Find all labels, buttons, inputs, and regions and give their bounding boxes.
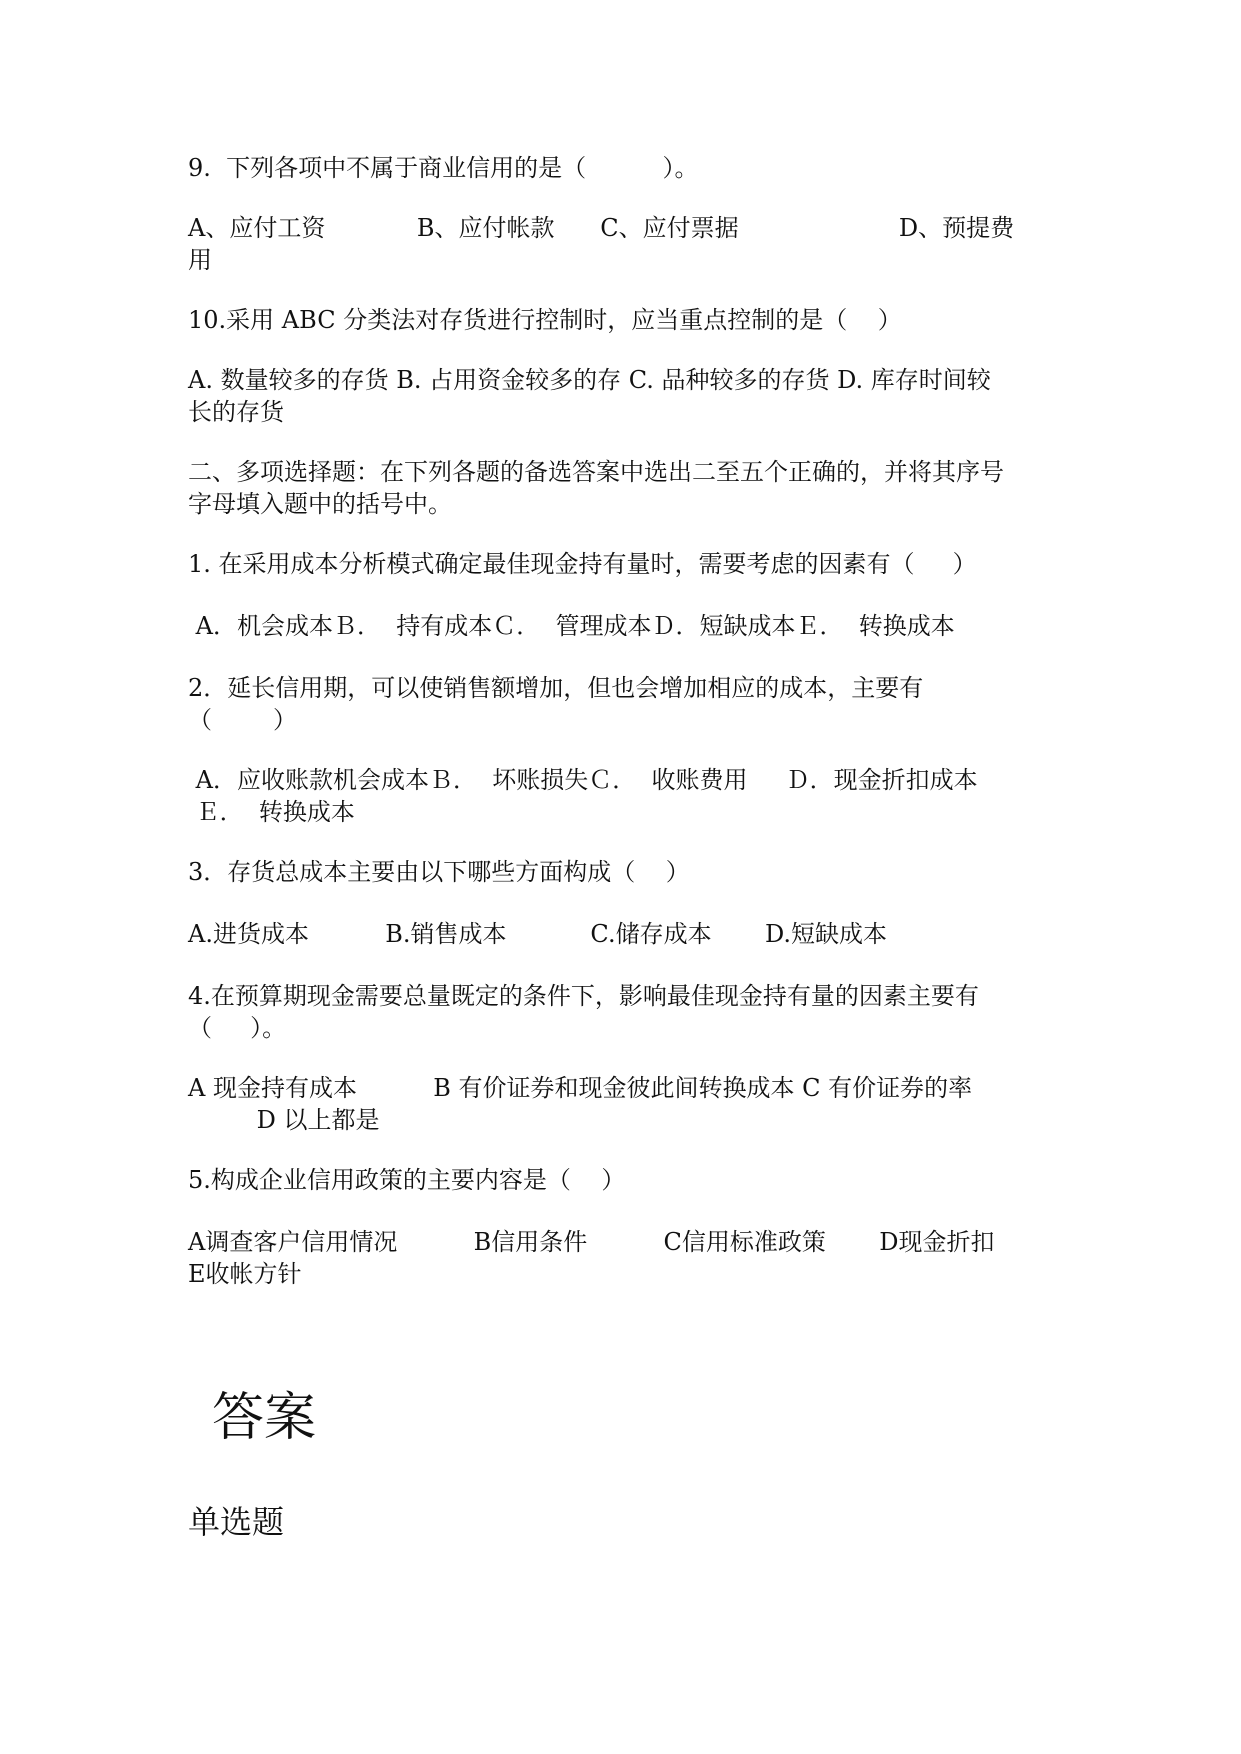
mc-question-1: 1. 在采用成本分析模式确定最佳现金持有量时，需要考虑的因素有（ ） bbox=[188, 550, 977, 578]
mc-question-3: 3．存货总成本主要由以下哪些方面构成（ ） bbox=[188, 858, 690, 886]
mc-question-2-options-cont: Ｅ． 转换成本 bbox=[188, 798, 355, 826]
mc-question-5-options: A调查客户信用情况 B信用条件 C信用标准政策 D现金折扣 bbox=[188, 1228, 995, 1256]
mc-question-5: 5.构成企业信用政策的主要内容是（ ） bbox=[188, 1166, 626, 1194]
mc-question-1-options: A．机会成本Ｂ． 持有成本Ｃ． 管理成本Ｄ．短缺成本Ｅ． 转换成本 bbox=[188, 612, 955, 640]
question-10: 10.采用 ABC 分类法对存货进行控制时，应当重点控制的是（ ） bbox=[188, 306, 902, 334]
mc-question-2: 2．延长信用期，可以使销售额增加，但也会增加相应的成本，主要有 bbox=[188, 674, 924, 702]
mc-question-2-cont: （ ） bbox=[188, 706, 298, 734]
mc-question-4-options: A 现金持有成本 B 有价证券和现金彼此间转换成本 C 有价证券的率 bbox=[188, 1074, 973, 1102]
mc-question-4: 4.在预算期现金需要总量既定的条件下，影响最佳现金持有量的因素主要有 bbox=[188, 982, 979, 1010]
question-9-options: A、应付工资 B、应付帐款 C、应付票据 D、预提费 bbox=[188, 214, 1015, 242]
section-multiple-choice: 二、多项选择题：在下列各题的备选答案中选出二至五个正确的，并将其序号 bbox=[188, 458, 1004, 486]
section-multiple-choice-cont: 字母填入题中的括号中。 bbox=[188, 490, 452, 518]
mc-question-4-cont: （ ）。 bbox=[188, 1014, 287, 1042]
question-9: 9. 下列各项中不属于商业信用的是（ ）。 bbox=[188, 154, 699, 182]
mc-question-3-options: A.进货成本 B.销售成本 C.储存成本 D.短缺成本 bbox=[188, 920, 887, 948]
mc-question-5-options-cont: E收帐方针 bbox=[188, 1260, 302, 1288]
mc-question-2-options: A．应收账款机会成本Ｂ． 坏账损失Ｃ． 收账费用 Ｄ．现金折扣成本 bbox=[188, 766, 978, 794]
single-choice-heading: 单选题 bbox=[188, 1503, 285, 1541]
answer-heading: 答案 bbox=[212, 1388, 317, 1448]
question-10-options-cont: 长的存货 bbox=[188, 398, 284, 426]
question-10-options: A. 数量较多的存货 B. 占用资金较多的存 C. 品种较多的存货 D. 库存时间较 bbox=[188, 366, 991, 394]
mc-question-4-options-cont: D 以上都是 bbox=[188, 1106, 380, 1134]
question-9-options-cont: 用 bbox=[188, 246, 212, 274]
